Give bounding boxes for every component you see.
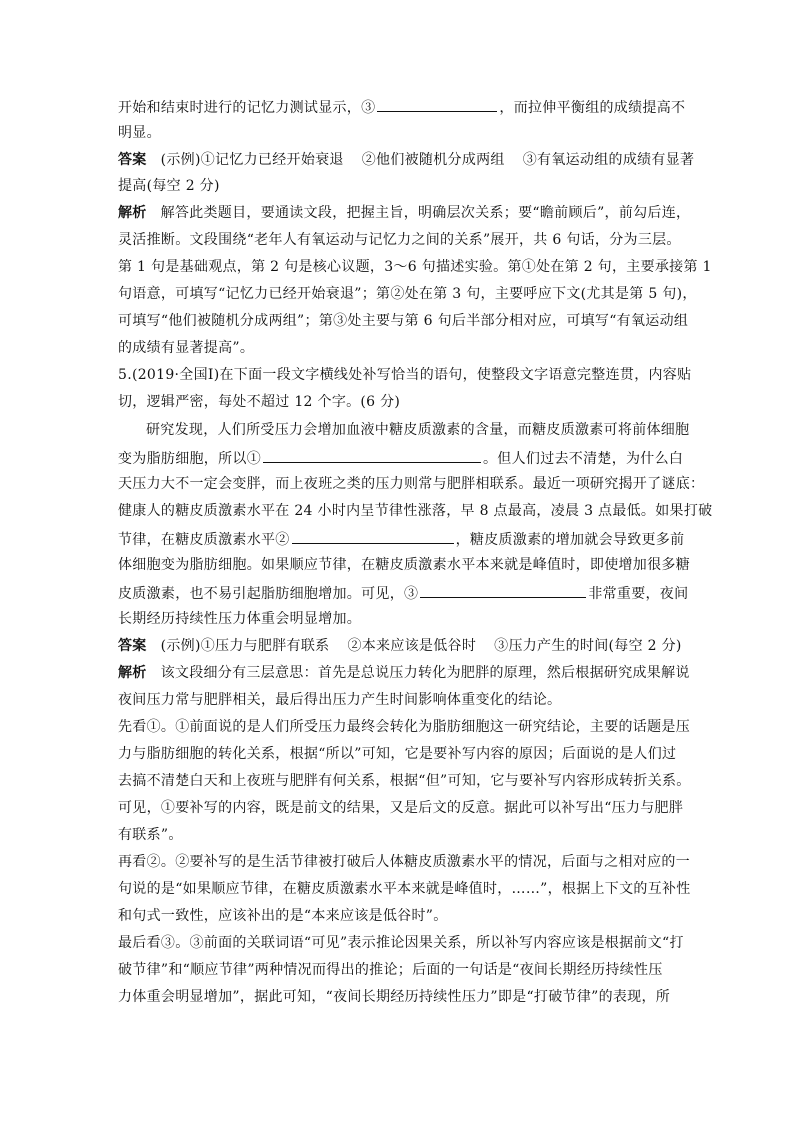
analysis-line	[118, 663, 690, 685]
passage-line: 体细胞变为脂肪细胞。如果顺应节律，在糖皮质激素水平本来就是峰值时，即使增加很多糖	[118, 557, 690, 573]
text-line: 力与脂肪细胞的转化关系，根据“所以”可知，它是要补写内容的原因；后面说的是人们过	[118, 746, 677, 762]
text-line: 提高(每空 2 分)	[118, 178, 220, 194]
text-line: 去搞不清楚白天和上夜班与肥胖有何关系，根据“但”可知，它与要补写内容形成转折关系。	[118, 773, 691, 789]
text-line: 先看①。①前面说的是人们所受压力最终会转化为脂肪细胞这一研究结论，主要的话题是压	[118, 719, 690, 735]
answer-label: 答案	[118, 152, 147, 168]
passage-line	[118, 528, 684, 550]
text-line: 第 1 句是基础观点，第 2 句是核心议题，3～6 句描述实验。第①处在第 2 句，主要承接第 1	[118, 259, 712, 275]
text-span: ③有氧运动组的成绩有显著	[522, 152, 695, 168]
question-line: 切，逻辑严密，每处不超过 12 个字。(6 分)	[118, 394, 401, 410]
passage-line	[118, 582, 688, 604]
answer-blank	[292, 528, 454, 544]
passage-line: 长期经历持续性压力体重会明显增加。	[118, 611, 362, 627]
text-span: (示例)①压力与肥胖有联系	[160, 638, 330, 654]
text-span: ③压力产生的时间(每空 2 分)	[494, 638, 682, 654]
text-line: 的成绩有显著提高”。	[118, 340, 255, 356]
answer-label: 答案	[118, 638, 147, 654]
text-line: 破节律”和“顺应节律”两种情况而得出的推论；后面的一句话是“夜间长期经历持续性压	[118, 962, 663, 978]
answer-blank	[420, 582, 586, 598]
text-span: 皮质激素，也不易引起脂肪细胞增加。可见，③	[118, 586, 419, 602]
text-line: 可填写“他们被随机分成两组”；第③处主要与第 6 句后半部分相对应，可填写“有氧运动组	[118, 313, 689, 329]
text-line: 有联系”。	[118, 827, 183, 843]
text-line: 最后看③。③前面的关联词语“可见”表示推论因果关系，所以补写内容应该是根据前文“打	[118, 935, 684, 951]
text-line: 夜间压力常与肥胖相关，最后得出压力产生时间影响体重变化的结论。	[118, 692, 562, 708]
text-line: 和句式一致性，应该补出的是“本来应该是低谷时”。	[118, 908, 448, 924]
answer-line	[118, 636, 682, 658]
passage-line: 研究发现，人们所受压力会增加血液中糖皮质激素的含量，而糖皮质激素可将前体细胞	[146, 422, 690, 438]
text-span: 该文段细分有三层意思：首先是总说压力转化为肥胖的原理，然后根据研究成果解说	[160, 665, 690, 681]
text-line: 力体重会明显增加”，据此可知，“夜间长期经历持续性压力”即是“打破节律”的表现，所	[118, 989, 671, 1005]
passage-line: 健康人的糖皮质激素水平在 24 小时内呈节律性涨落，早 8 点最高，凌晨 3 点最低。如果打破	[118, 503, 713, 519]
text-line: 明显。	[118, 125, 161, 141]
text-span: ，而拉伸平衡组的成绩提高不	[499, 100, 686, 116]
analysis-label: 解析	[118, 665, 147, 681]
answer-blank	[263, 447, 481, 463]
text-span: 解答此类题目，要通读文段，把握主旨，明确层次关系；要“瞻前顾后”，前勾后连，	[160, 205, 691, 221]
analysis-line	[118, 203, 690, 225]
text-span: ，糖皮质激素的增加就会导致更多前	[455, 532, 685, 548]
text-line: 句语意，可填写“记忆力已经开始衰退”；第②处在第 3 句，主要呼应下文(尤其是第 5 句)，	[118, 286, 697, 302]
text-span: ②他们被随机分成两组	[361, 152, 505, 168]
passage-line	[118, 447, 683, 469]
text-line: 可见，①要补写的内容，既是前文的结果，又是后文的反意。据此可以补写出“压力与肥胖	[118, 800, 684, 816]
text-span: 节律，在糖皮质激素水平②	[118, 532, 290, 548]
text-span: 非常重要，夜间	[588, 586, 689, 602]
text-line: 再看②。②要补写的是生活节律被打破后人体糖皮质激素水平的情况，后面与之相对应的一	[118, 854, 690, 870]
text-line	[118, 96, 685, 118]
text-line: 灵活推断。文段围绕“老年人有氧运动与记忆力之间的关系”展开，共 6 句话，分为三层。	[118, 232, 681, 248]
text-span: (示例)①记忆力已经开始衰退	[160, 152, 344, 168]
text-line: 句说的是“如果顺应节律，在糖皮质激素水平本来就是峰值时，……”，根据上下文的互补性	[118, 881, 691, 897]
text-span: 。但人们过去不清楚，为什么白	[483, 451, 684, 467]
answer-blank	[377, 96, 497, 112]
text-span: 开始和结束时进行的记忆力测试显示，③	[118, 100, 376, 116]
text-span: 变为脂肪细胞，所以①	[118, 451, 261, 467]
answer-line	[118, 150, 694, 172]
passage-line: 天压力大不一定会变胖，而上夜班之类的压力则常与肥胖相联系。最近一项研究揭开了谜底：	[118, 476, 705, 492]
text-span: ②本来应该是低谷时	[347, 638, 477, 654]
question-line: 5.(2019·全国Ⅰ)在下面一段文字横线处补写恰当的语句，使整段文字语意完整连贯，内容贴	[118, 367, 692, 383]
analysis-label: 解析	[118, 205, 147, 221]
